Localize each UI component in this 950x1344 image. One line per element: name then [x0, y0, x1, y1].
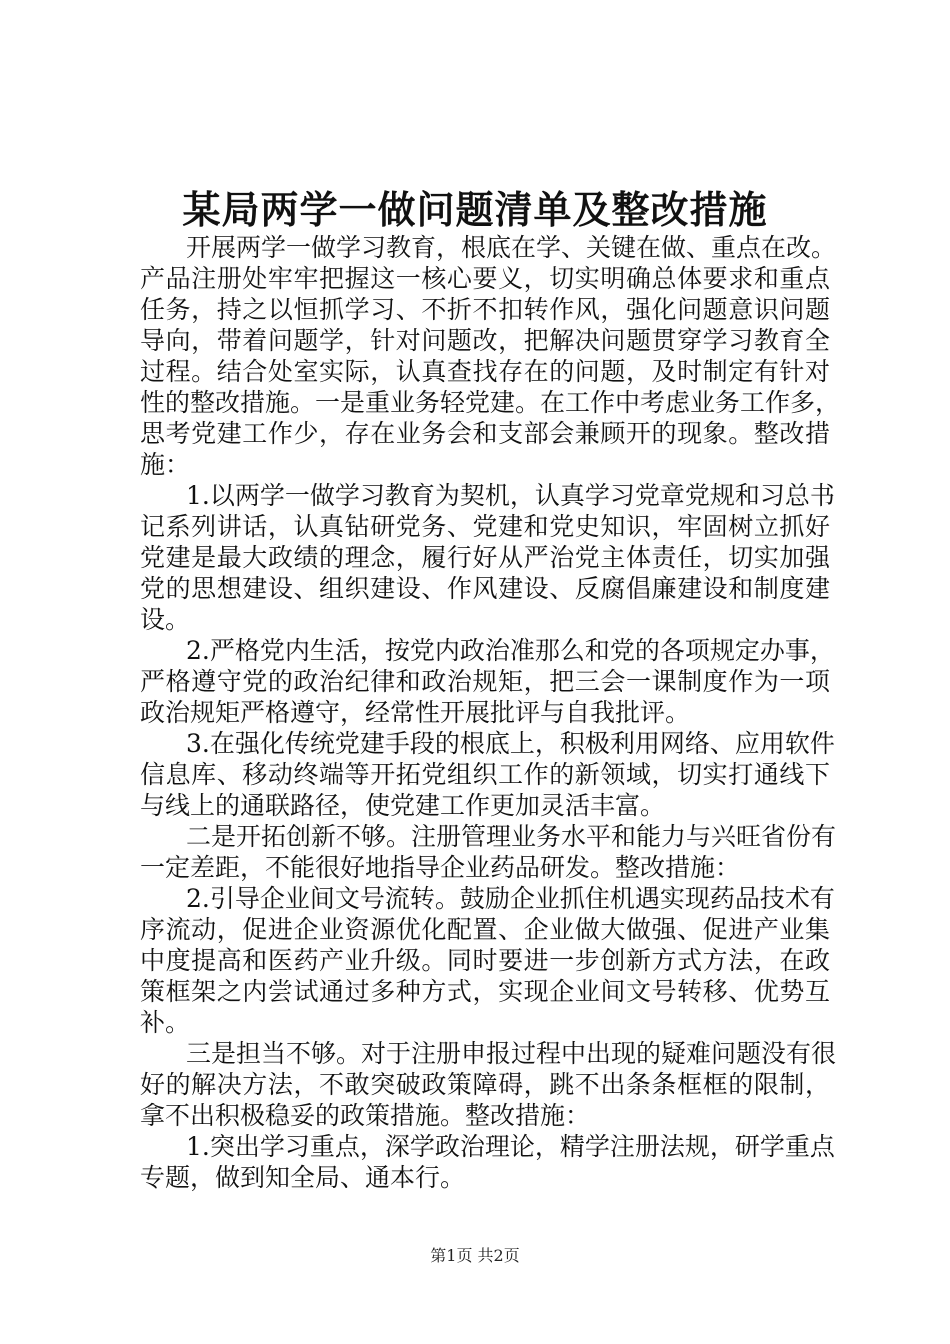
text-line: 二是开拓创新不够。注册管理业务水平和能力与兴旺省份有	[186, 822, 837, 851]
text-line: 补。	[140, 1008, 191, 1037]
text-line: 施：	[140, 450, 191, 479]
text-line: 性的整改措施。一是重业务轻党建。在工作中考虑业务工作多，	[140, 388, 841, 417]
text-line: 中度提高和医药产业升级。同时要进一步创新方式方法，在政	[140, 946, 830, 975]
document-body	[140, 232, 841, 1193]
text-line: 3.在强化传统党建手段的根底上，积极利用网络、应用软件	[186, 729, 835, 758]
paragraph	[140, 232, 841, 480]
text-line: 好的解决方法，不敢突破政策障碍，跳不出条条框框的限制，	[140, 1070, 830, 1099]
text-line: 策框架之内尝试通过多种方式，实现企业间文号转移、优势互	[140, 977, 830, 1006]
text-line: 序流动，促进企业资源优化配置、企业做大做强、促进产业集	[140, 915, 830, 944]
text-line: 导向，带着问题学，针对问题改，把解决问题贯穿学习教育全	[140, 326, 830, 355]
paragraph	[140, 728, 835, 821]
text-line: 设。	[140, 605, 191, 634]
text-line: 专题，做到知全局、通本行。	[140, 1163, 466, 1192]
document-title: 某局两学一做问题清单及整改措施	[182, 188, 768, 232]
text-line: 党建是最大政绩的理念，履行好从严治党主体责任，切实加强	[140, 543, 830, 572]
text-line: 一定差距，不能很好地指导企业药品研发。整改措施：	[140, 853, 741, 882]
text-line: 思考党建工作少，存在业务会和支部会兼顾开的现象。整改措	[140, 419, 830, 448]
text-line: 严格遵守党的政治纪律和政治规矩，把三会一课制度作为一项	[140, 667, 830, 696]
text-line: 过程。结合处室实际，认真查找存在的问题，及时制定有针对	[140, 357, 830, 386]
paragraph	[140, 821, 837, 883]
text-line: 政治规矩严格遵守，经常性开展批评与自我批评。	[140, 698, 691, 727]
text-line: 任务，持之以恒抓学习、不折不扣转作风，强化问题意识问题	[140, 295, 830, 324]
text-line: 开展两学一做学习教育，根底在学、关键在做、重点在改。	[186, 233, 837, 262]
text-line: 1.突出学习重点，深学政治理论，精学注册法规，研学重点	[186, 1132, 835, 1161]
paragraph	[140, 883, 835, 1038]
text-line: 2.引导企业间文号流转。鼓励企业抓住机遇实现药品技术有	[186, 884, 835, 913]
paragraph	[140, 635, 835, 728]
paragraph	[140, 480, 835, 635]
paragraph	[140, 1038, 837, 1131]
text-line: 产品注册处牢牢把握这一核心要义，切实明确总体要求和重点	[140, 264, 830, 293]
text-line: 1.以两学一做学习教育为契机，认真学习党章党规和习总书	[186, 481, 835, 510]
paragraph	[140, 1131, 835, 1193]
text-line: 记系列讲话，认真钻研党务、党建和党史知识，牢固树立抓好	[140, 512, 830, 541]
text-line: 三是担当不够。对于注册申报过程中出现的疑难问题没有很	[186, 1039, 837, 1068]
text-line: 党的思想建设、组织建设、作风建设、反腐倡廉建设和制度建	[140, 574, 830, 603]
text-line: 与线上的通联路径，使党建工作更加灵活丰富。	[140, 791, 666, 820]
page-footer: 第1页 共2页	[430, 1246, 520, 1265]
text-line: 信息库、移动终端等开拓党组织工作的新领域，切实打通线下	[140, 760, 830, 789]
text-line: 2.严格党内生活，按党内政治准那么和党的各项规定办事，	[186, 636, 835, 665]
text-line: 拿不出积极稳妥的政策措施。整改措施：	[140, 1101, 591, 1130]
